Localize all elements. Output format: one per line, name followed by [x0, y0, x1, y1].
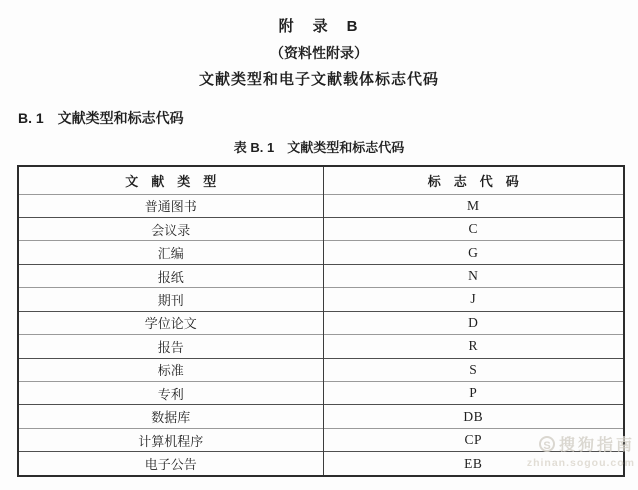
doc-type-cell: 专利	[18, 382, 323, 405]
code-cell: R	[323, 335, 624, 358]
table-row	[18, 358, 624, 381]
doc-type-cell: 期刊	[18, 288, 323, 311]
doc-type-cell: 会议录	[18, 217, 323, 240]
doc-type-cell: 学位论文	[18, 311, 323, 334]
doc-type-cell: 报告	[18, 335, 323, 358]
table-row	[18, 428, 624, 451]
code-cell: M	[323, 194, 624, 217]
appendix-heading: 文献类型和电子文献载体标志代码	[198, 71, 439, 88]
code-cell: EB	[323, 452, 624, 476]
doc-type-cell: 报纸	[18, 264, 323, 287]
section-heading: B. 1 文献类型和标志代码	[18, 110, 184, 126]
code-cell: CP	[323, 428, 624, 451]
table-body	[18, 194, 624, 476]
table-header-row	[18, 166, 624, 194]
document-type-code-table	[17, 165, 625, 477]
table-row	[18, 311, 624, 334]
table-row	[18, 452, 624, 476]
doc-type-cell: 汇编	[18, 241, 323, 264]
table-row	[18, 264, 624, 287]
sogou-circle-s-icon: S	[539, 436, 555, 452]
code-cell: C	[323, 217, 624, 240]
table-row	[18, 405, 624, 428]
code-cell: D	[323, 311, 624, 334]
doc-type-cell: 电子公告	[18, 452, 323, 476]
code-cell: S	[323, 358, 624, 381]
table-row	[18, 288, 624, 311]
table-row	[18, 194, 624, 217]
table-row	[18, 217, 624, 240]
column-header-type: 文 献 类 型	[18, 166, 323, 194]
watermark-brand-text: 搜狗指南	[558, 437, 635, 454]
appendix-title: 附 录 B	[278, 18, 360, 35]
code-cell: N	[323, 264, 624, 287]
code-cell: P	[323, 382, 624, 405]
appendix-subtitle: （资料性附录）	[270, 45, 368, 61]
column-header-code: 标 志 代 码	[427, 173, 519, 189]
table-row	[18, 335, 624, 358]
table-row	[18, 382, 624, 405]
code-cell: G	[323, 241, 624, 264]
table-row	[18, 241, 624, 264]
table-caption: 表 B. 1 文献类型和标志代码	[233, 140, 405, 155]
doc-type-cell: 标准	[18, 358, 323, 381]
doc-type-cell: 计算机程序	[18, 428, 323, 451]
doc-type-cell: 数据库	[18, 405, 323, 428]
code-cell: J	[323, 288, 624, 311]
watermark-url: zhinan.sogou.com	[526, 457, 635, 469]
code-cell: DB	[323, 405, 624, 428]
doc-type-cell: 普通图书	[18, 194, 323, 217]
